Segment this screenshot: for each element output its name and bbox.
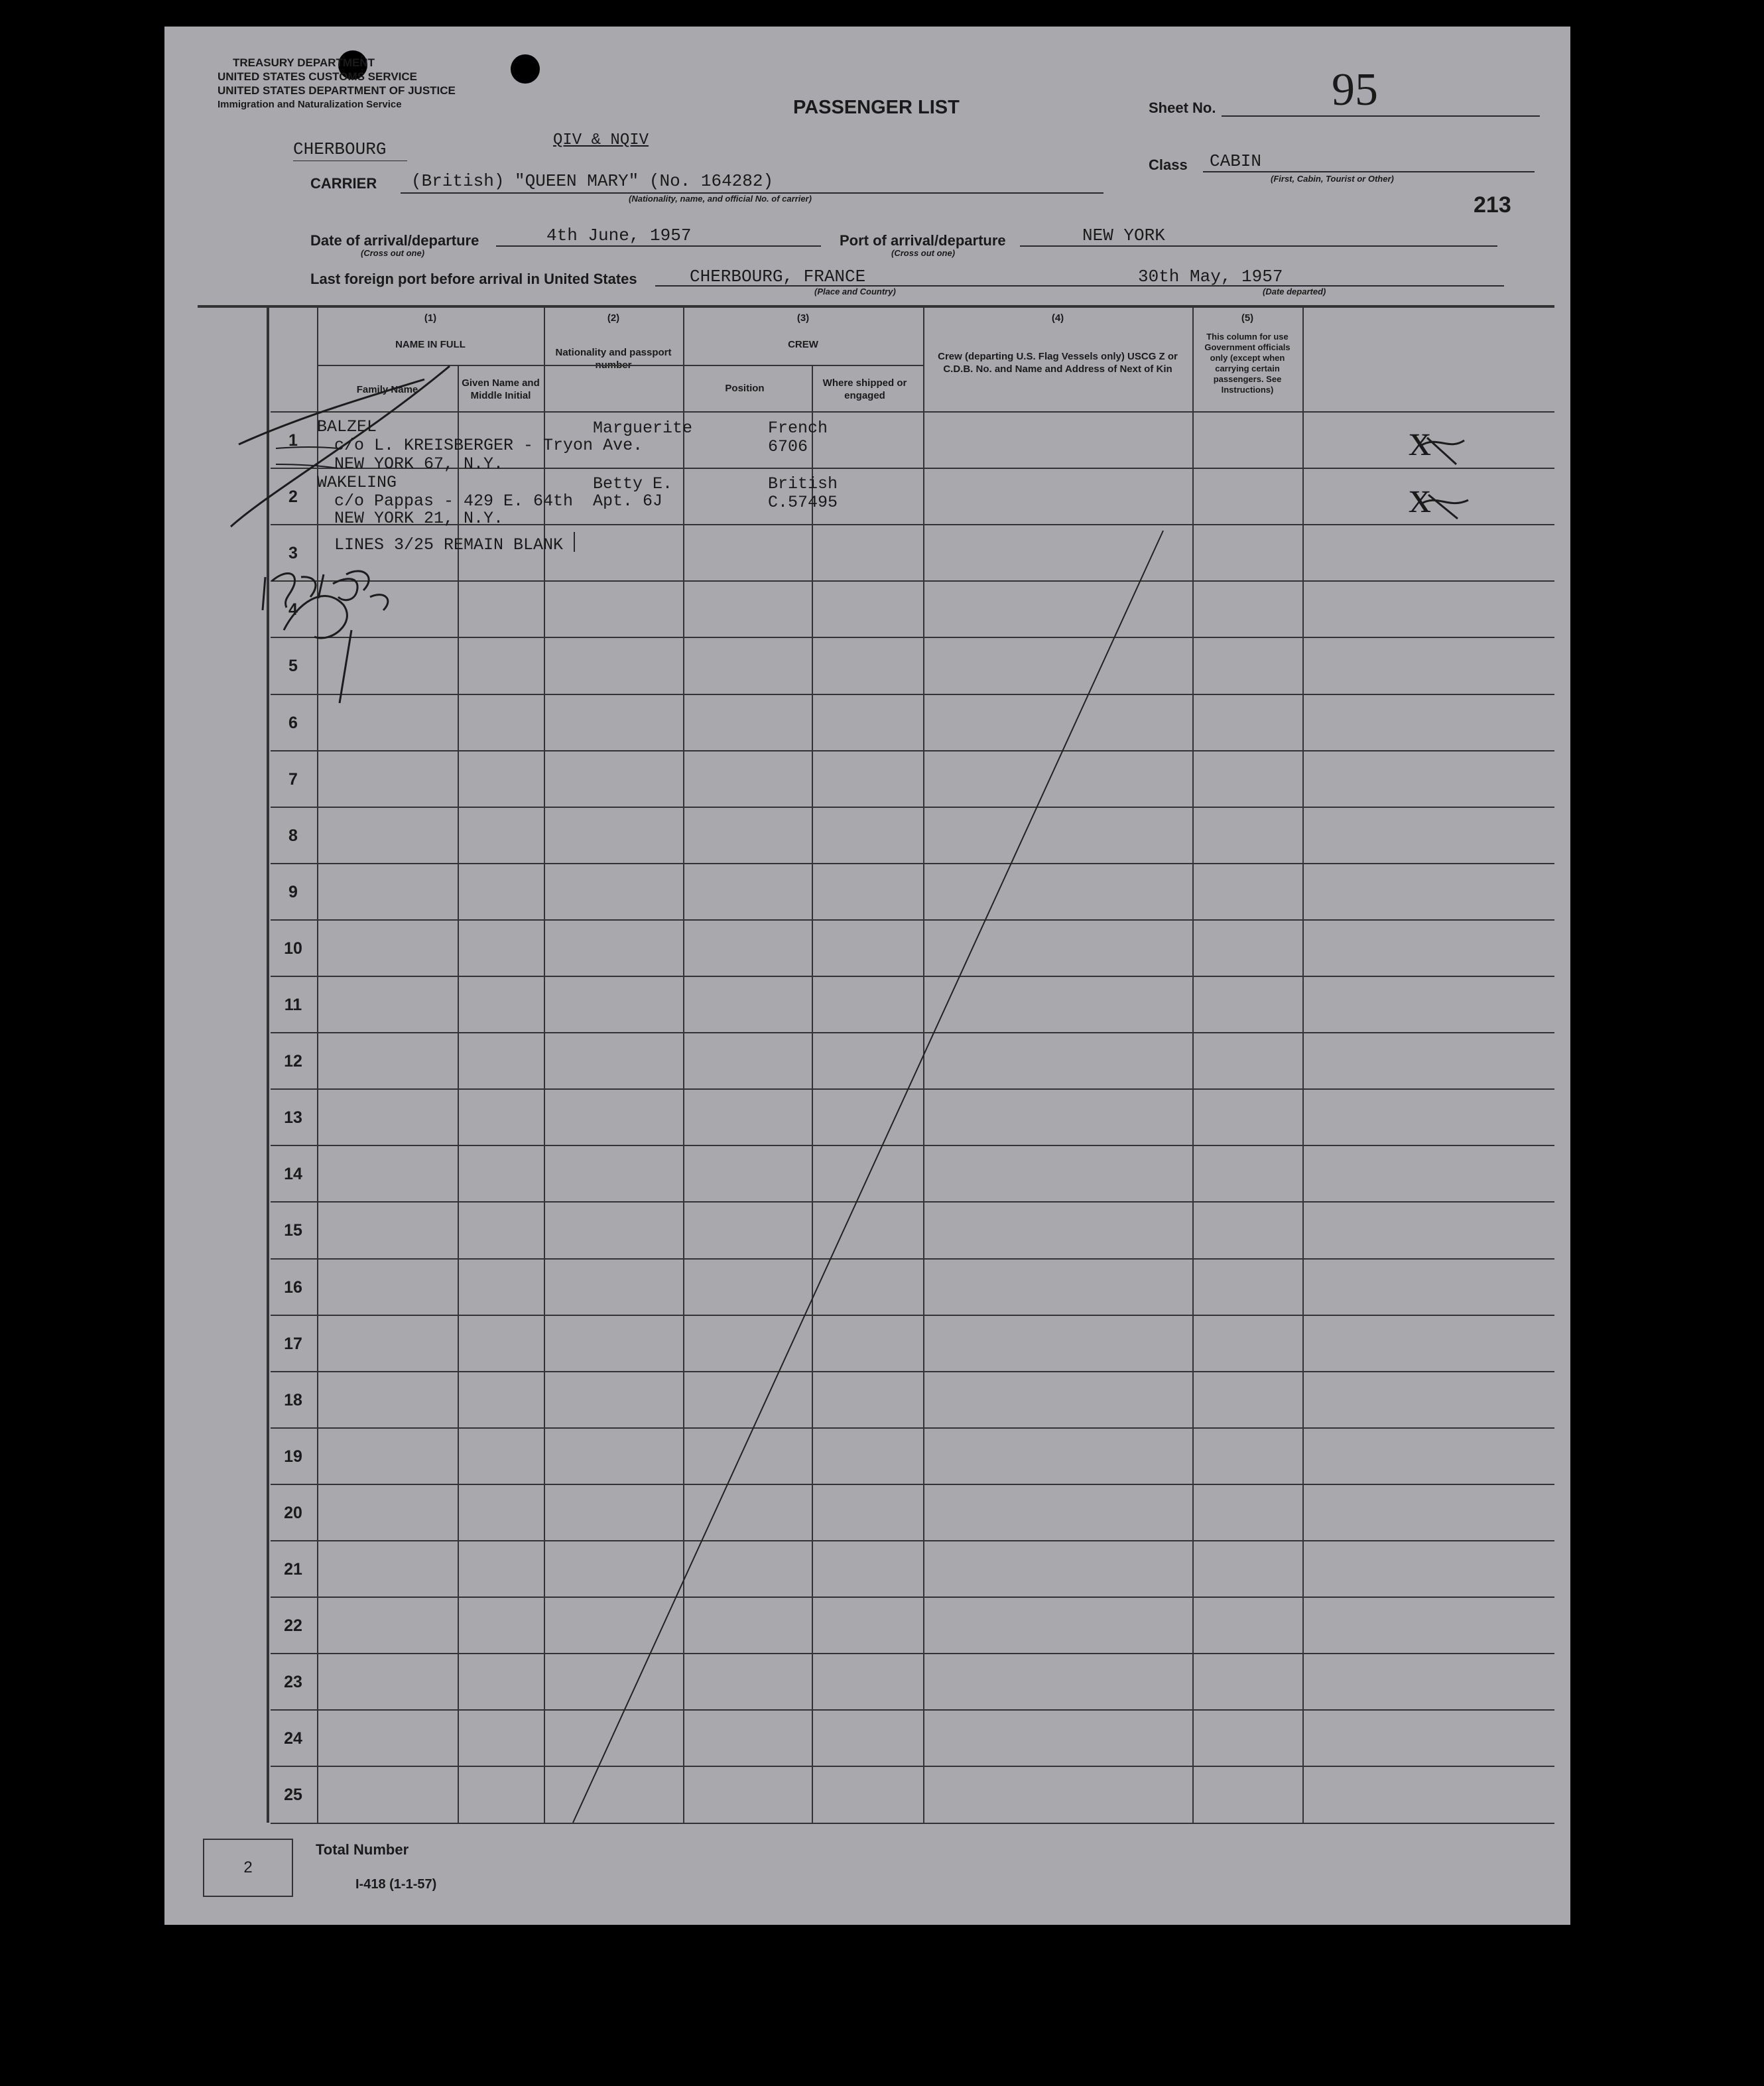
date-label: Date of arrival/departure (310, 232, 479, 249)
row-number: 20 (284, 1504, 302, 1522)
handwritten-signature (263, 571, 388, 703)
row1-address-line1: c/o L. KREISBERGER - Tryon Ave. (334, 436, 643, 455)
row-number: 8 (288, 826, 298, 845)
lastport-value: CHERBOURG, FRANCE (690, 267, 866, 287)
class-label: Class (1149, 157, 1188, 173)
row-number: 15 (284, 1221, 302, 1240)
row-number: 11 (284, 996, 302, 1014)
diagonal-cross-stroke (239, 379, 424, 444)
row-number: 22 (284, 1616, 302, 1635)
row-number: 13 (284, 1108, 302, 1127)
row2-passport: C.57495 (768, 493, 838, 512)
row-number: 10 (284, 939, 302, 958)
col5-title: This column for use Government officials only (except when carrying certain passengers. See Instructions) (1204, 332, 1291, 395)
row-number: 18 (284, 1391, 302, 1409)
agency-treasury: TREASURY DEPARTMENT (232, 56, 375, 69)
row-number: 25 (284, 1786, 302, 1804)
col1-family-header: Family Name (356, 384, 418, 395)
blank-lines-diagonal (573, 531, 1163, 1823)
check-mark-icon (1420, 438, 1464, 464)
count-213: 213 (1474, 192, 1511, 218)
agency-customs: UNITED STATES CUSTOMS SERVICE (218, 70, 418, 83)
row1-family: BALZEL (317, 417, 377, 436)
port-caption: (Cross out one) (891, 248, 956, 258)
row-number: 12 (284, 1052, 302, 1071)
remain-blank-note: LINES 3/25 REMAIN BLANK (334, 535, 564, 554)
class-value: CABIN (1210, 151, 1262, 171)
form-number: I-418 (1-1-57) (355, 1877, 437, 1892)
handwritten-marks (164, 27, 1570, 1925)
row-number: 14 (284, 1165, 302, 1183)
col1-num: (1) (424, 312, 437, 324)
row-number: 7 (288, 770, 298, 789)
row1-given: Marguerite (593, 419, 693, 438)
row-number: 3 (288, 544, 298, 562)
total-value: 2 (243, 1858, 253, 1876)
row-number: 5 (288, 657, 298, 675)
port-value: NEW YORK (1082, 226, 1165, 245)
date-caption: (Cross out one) (361, 248, 425, 258)
row-number: 9 (288, 883, 298, 901)
row1-nationality: French (768, 419, 828, 438)
carrier-label: CARRIER (310, 175, 377, 192)
row-number: 19 (284, 1447, 302, 1466)
col3-position-header: Position (725, 383, 765, 394)
check-mark-icon (1420, 495, 1468, 519)
col3-num: (3) (796, 312, 810, 324)
class-caption: (First, Cabin, Tourist or Other) (1271, 174, 1394, 184)
departed-caption: (Date departed) (1263, 287, 1326, 296)
row-number: 6 (288, 714, 298, 732)
col1-title: NAME IN FULL (395, 339, 466, 350)
passenger-list-sheet (164, 27, 1570, 1925)
lastport-caption: (Place and Country) (814, 287, 896, 296)
qiv-note: QIV & NQIV (553, 131, 649, 149)
lastport-label: Last foreign port before arrival in United States (310, 271, 637, 287)
col2-title: Nationality and passport number (555, 347, 672, 371)
col3-where-header: Where shipped or engaged (822, 377, 907, 401)
row1-official-mark: x (1409, 415, 1431, 465)
carrier-value: (British) "QUEEN MARY" (No. 164282) (411, 171, 774, 191)
carrier-caption: (Nationality, name, and official No. of carrier) (629, 194, 812, 204)
row2-family: WAKELING (317, 473, 397, 492)
col4-title: Crew (departing U.S. Flag Vessels only) USCG Z or C.D.B. No. and Name and Address of Next of Kin (938, 351, 1178, 375)
row2-address-line1: c/o Pappas - 429 E. 64th (334, 491, 574, 511)
departed-value: 30th May, 1957 (1138, 267, 1283, 287)
strike-line (276, 447, 338, 448)
col4-num: (4) (1051, 312, 1064, 324)
agency-justice: UNITED STATES DEPARTMENT OF JUSTICE (218, 84, 456, 97)
row-number: 4 (288, 600, 298, 619)
row2-official-mark: x (1409, 472, 1431, 522)
strike-line (276, 464, 338, 468)
col3-title: CREW (788, 339, 818, 350)
sheet-label: Sheet No. (1149, 99, 1216, 116)
row-number: 21 (284, 1560, 302, 1579)
port-label: Port of arrival/departure (840, 232, 1006, 249)
col2-num: (2) (607, 312, 620, 324)
row2-given: Betty E. (593, 474, 673, 493)
page-title: PASSENGER LIST (793, 97, 960, 118)
col1-given-header: Given Name and Middle Initial (462, 377, 540, 401)
row-number: 17 (284, 1335, 302, 1353)
row-number: 1 (288, 431, 298, 450)
col5-num: (5) (1241, 312, 1254, 324)
total-box (203, 1839, 293, 1897)
agency-ins: Immigration and Naturalization Service (218, 99, 402, 110)
row-number: 2 (288, 488, 298, 506)
row-number: 16 (284, 1278, 302, 1297)
total-label: Total Number (316, 1841, 409, 1858)
row-number: 23 (284, 1673, 302, 1691)
diagonal-cross-stroke (231, 366, 450, 527)
row2-address-line2: NEW YORK 21, N.Y. (334, 509, 504, 528)
row2-nationality: British (768, 474, 838, 493)
cherbourg-stamp: CHERBOURG (293, 139, 387, 159)
row2-given-extra: Apt. 6J (593, 491, 663, 511)
date-value: 4th June, 1957 (546, 226, 692, 245)
sheet-number: 95 (1332, 64, 1378, 115)
row1-address-line2: NEW YORK 67, N.Y. (334, 454, 504, 474)
row1-passport: 6706 (768, 437, 808, 456)
row-number: 24 (284, 1729, 302, 1748)
